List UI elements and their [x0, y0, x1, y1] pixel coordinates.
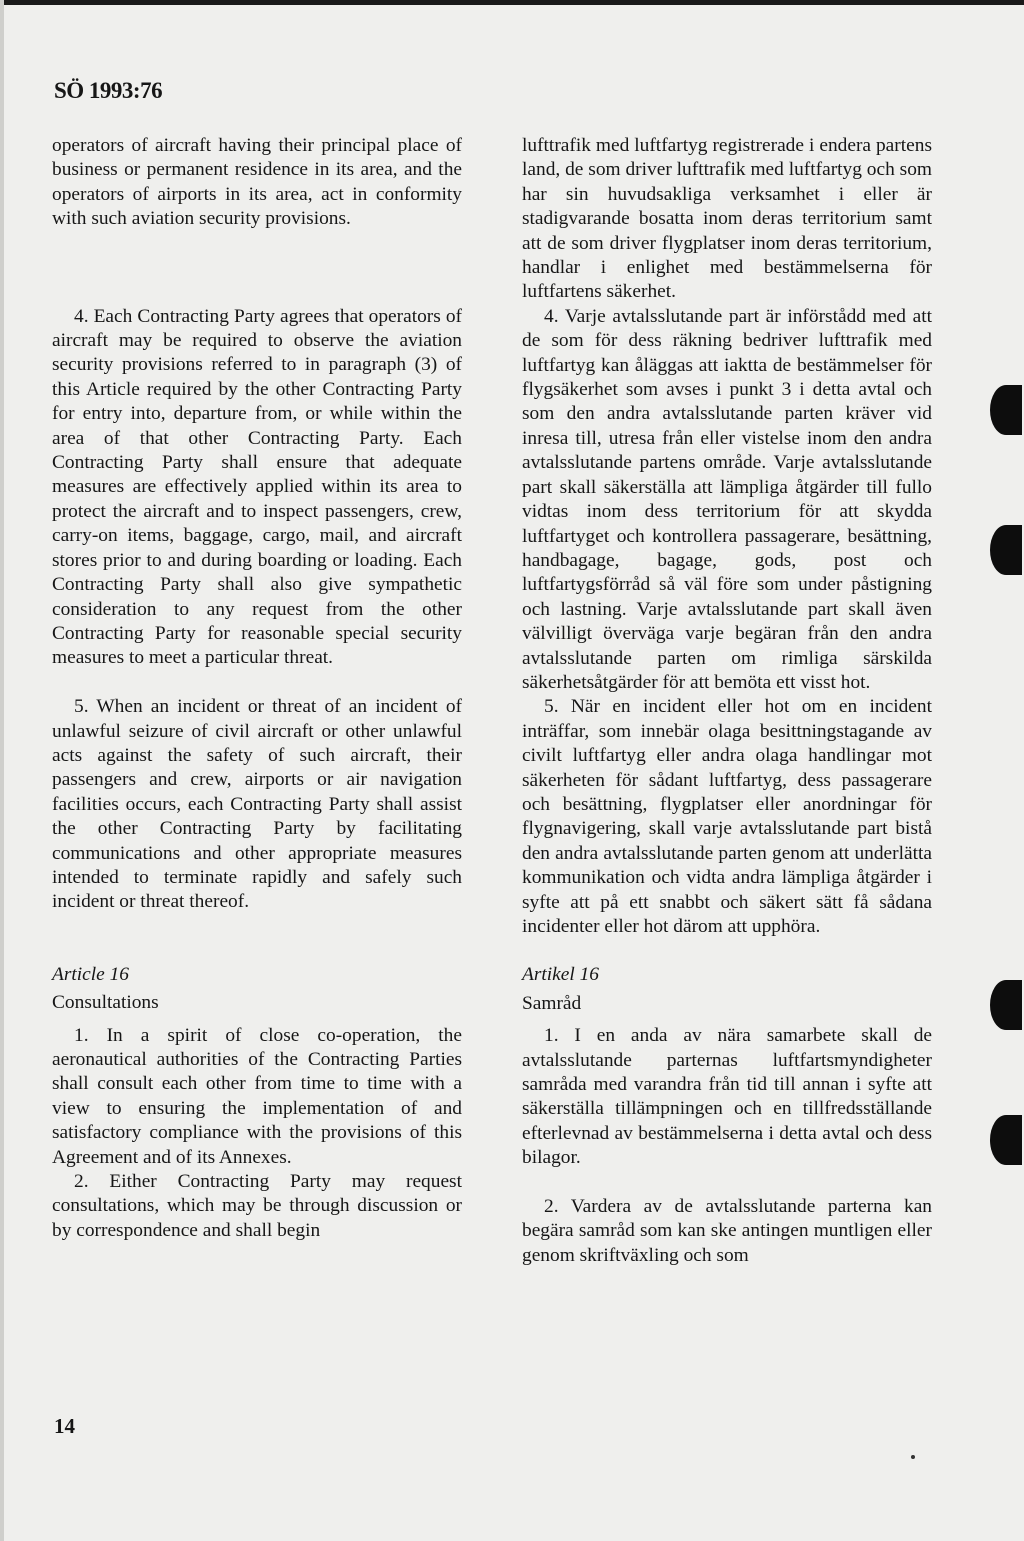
- article-heading: Article 16: [52, 963, 130, 985]
- paragraph-5: 5. När en incident eller hot om en incident inträffar, som innebär olaga besittningstagande av civilt luftfartyg eller andra olaga handlingar mot säkerheten för sådant luftfartyg, dess passagerare och besättning, flygplatser eller anordningar för flygnavigering, skall varje avtalsslutande part bistå den andra avtalsslutande parten genom att underlätta kommunikation och vidta andra lämpliga åtgärder i syfte att på ett snabbt och säkert sätt få sådana incidenter eller hot därom att upphöra.: [522, 696, 932, 937]
- binder-hole-mark: [990, 525, 1022, 575]
- scan-speck: [911, 1455, 915, 1459]
- paragraph-4: 4. Varje avtalsslutande part är införstådd med att de som för dess räkning bedriver lufttrafik med luftfartyg kan åläggas att iaktta de bestämmelser för flygsäkerhet som avses i punkt 3 i detta avtal och som den andra avtalsslutande parten kräver vid inresa till, utresa från eller vistelse inom den andra avtalsslutande partens område. Varje avtalsslutande part skall säkerställa att lämpliga åtgärder till fullo vidtas inom dess territorium för att skydda luftfartyget och kontrollera passagerare, besättning, handbagage, bagage, gods, post och luftfartygsförråd så väl före som under påstigning och lastning. Varje avtalsslutande part skall även välvilligt överväga varje begäran från den andra avtalsslutande parten om rimliga särskilda säkerhetsåtgärder för att bemöta ett visst hot.: [522, 305, 932, 693]
- article-paragraph-2: 2. Either Contracting Party may request consultations, which may be through discussion or by correspondence and shall begin: [52, 1171, 462, 1241]
- page-number: 14: [54, 1414, 75, 1438]
- article-subheading: Samråd: [522, 992, 582, 1014]
- article-subheading: Consultations: [52, 992, 159, 1014]
- swedish-column: [522, 134, 932, 1268]
- scan-top-border: [0, 0, 1024, 5]
- article-paragraph-1: 1. I en anda av nära samarbete skall de avtalsslutande parternas luftfartsmyndigheter samråda med varandra från tid till annan i syfte att säkerställa tillämpningen och en tillfredsställande efterlevnad av bestämmelserna i detta avtal och dess bilagor.: [522, 1025, 932, 1169]
- paragraph-continuation: operators of aircraft having their principal place of business or permanent residence in its area, and the operators of airports in its area, act in conformity with such aviation security provisions.: [52, 135, 462, 230]
- binder-hole-mark: [990, 980, 1022, 1030]
- paragraph-4: 4. Each Contracting Party agrees that operators of aircraft may be required to observe the aviation security provisions referred to in paragraph (3) of this Article required by the other Contracting Party for entry into, departure from, or while within the area of that other Contracting Party. Each Contracting Party shall ensure that adequate measures are effectively applied within its area to protect the aircraft and to inspect passengers, crew, carry-on items, baggage, cargo, mail, and aircraft stores prior to and during boarding or loading. Each Contracting Party shall also give sympathetic consideration to any request from the other Contracting Party for reasonable special security measures to meet a particular threat.: [52, 305, 462, 669]
- article-paragraph-2: 2. Vardera av de avtalsslutande parterna kan begära samråd som kan ske antingen muntligen eller genom skriftväxling och som: [522, 1196, 932, 1266]
- article-paragraph-1: 1. In a spirit of close co-operation, the aeronautical authorities of the Contracting Parties shall consult each other from time to time with a view to ensuring the implementation of and satisfactory compliance with the provisions of this Agreement and of its Annexes.: [52, 1024, 462, 1168]
- english-column: [52, 134, 462, 1243]
- article-heading: Artikel 16: [522, 964, 600, 986]
- paragraph-continuation: lufttrafik med luftfartyg registrerade i endera partens land, de som driver lufttrafik med luftfartyg och som har sin huvudsakliga verksamhet i eller är stadigvarande bosatta inom deras territorium samt att de som driver flygplatser inom deras territorium, handlar i enlighet med bestämmelserna för luftfartens säkerhet.: [522, 135, 932, 303]
- paragraph-5: 5. When an incident or threat of an incident of unlawful seizure of civil aircraft or other unlawful acts against the safety of such aircraft, their passengers and crew, airports or air navigation facilities occurs, each Contracting Party shall assist the other Contracting Party by facilitating communications and other appropriate measures intended to terminate rapidly and safely such incident or threat thereof.: [52, 696, 462, 913]
- scan-left-edge: [0, 0, 4, 1541]
- binder-hole-mark: [990, 1115, 1022, 1165]
- binder-hole-mark: [990, 385, 1022, 435]
- document-reference: SÖ 1993:76: [54, 78, 163, 103]
